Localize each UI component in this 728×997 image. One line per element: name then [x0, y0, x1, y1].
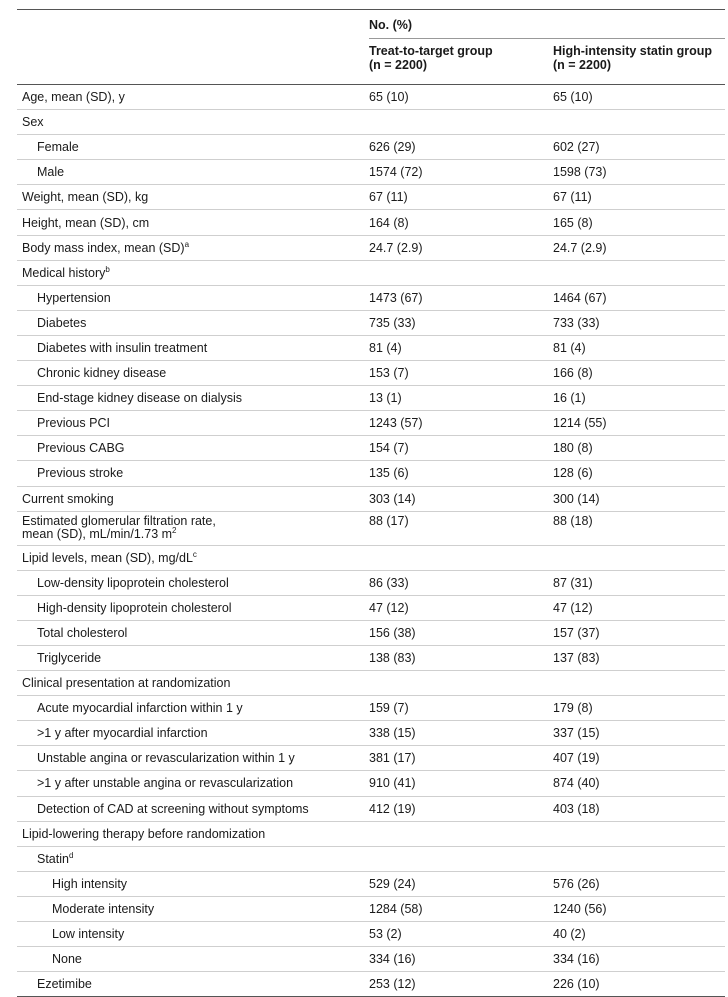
value-treat-to-target: 303 (14) — [369, 491, 416, 506]
value-high-intensity: 337 (15) — [553, 726, 600, 741]
row-label — [17, 877, 369, 891]
row-label-text: Weight, mean (SD), kg — [22, 190, 149, 205]
value-high-intensity: 602 (27) — [553, 140, 600, 155]
value-high-intensity: 334 (16) — [553, 952, 600, 967]
row-label — [17, 140, 369, 154]
table-row — [17, 771, 725, 796]
value-high-intensity: 179 (8) — [553, 701, 593, 716]
value-high-intensity: 1464 (67) — [553, 290, 607, 305]
row-label — [17, 827, 369, 841]
value-high-intensity: 180 (8) — [553, 441, 593, 456]
value-high-intensity: 1240 (56) — [553, 901, 607, 916]
column-header-line: (n = 2200) — [369, 58, 428, 72]
row-label — [17, 416, 369, 430]
value-high-intensity: 157 (37) — [553, 625, 600, 640]
table-body — [17, 85, 725, 997]
row-label-text: High-density lipoprotein cholesterol — [37, 600, 232, 615]
value-treat-to-target: 910 (41) — [369, 776, 416, 791]
row-label-text: Lipid-lowering therapy before randomization — [22, 826, 266, 841]
value-treat-to-target: 47 (12) — [369, 600, 409, 615]
table-row — [17, 646, 725, 671]
column-header-line: (n = 2200) — [553, 58, 612, 72]
row-label — [17, 751, 369, 765]
row-label-text: Chronic kidney disease — [37, 366, 167, 381]
row-label — [17, 626, 369, 640]
table-row — [17, 596, 725, 621]
value-high-intensity: 733 (33) — [553, 315, 600, 330]
footnote-marker: d — [68, 850, 74, 860]
value-treat-to-target: 81 (4) — [369, 340, 402, 355]
row-label — [17, 601, 369, 615]
table-row — [17, 311, 725, 336]
row-label-text: mean (SD), mL/min/1.73 m — [22, 526, 173, 541]
row-label-text: None — [52, 952, 82, 967]
row-label — [17, 515, 369, 541]
table-row — [17, 411, 725, 436]
row-label — [17, 291, 369, 305]
value-treat-to-target: 67 (11) — [369, 190, 408, 205]
unit-superscript: 2 — [172, 525, 177, 535]
table-row — [17, 621, 725, 646]
table-row — [17, 721, 725, 746]
table-row — [17, 822, 725, 847]
row-label — [17, 576, 369, 590]
value-high-intensity: 165 (8) — [553, 215, 593, 230]
row-label-text: Previous CABG — [37, 441, 125, 456]
value-high-intensity: 88 (18) — [553, 513, 593, 528]
value-treat-to-target: 156 (38) — [369, 625, 416, 640]
row-label-text: Previous stroke — [37, 466, 124, 481]
row-label-text: Low intensity — [52, 927, 125, 942]
value-treat-to-target: 1284 (58) — [369, 901, 423, 916]
footnote-marker: c — [192, 549, 197, 559]
row-label — [17, 266, 369, 280]
row-label-text: Height, mean (SD), cm — [22, 215, 150, 230]
table-row — [17, 546, 725, 571]
value-high-intensity: 137 (83) — [553, 651, 600, 666]
row-label — [17, 551, 369, 565]
row-label-text: >1 y after myocardial infarction — [37, 726, 208, 741]
table-row — [17, 436, 725, 461]
value-high-intensity: 403 (18) — [553, 801, 600, 816]
value-treat-to-target: 65 (10) — [369, 90, 409, 105]
row-label — [17, 902, 369, 916]
table-row — [17, 746, 725, 771]
value-treat-to-target: 153 (7) — [369, 366, 409, 381]
row-label-text: High intensity — [52, 876, 128, 891]
table-row — [17, 185, 725, 210]
table-row — [17, 210, 725, 235]
table-row — [17, 671, 725, 696]
row-label — [17, 90, 369, 104]
table-row — [17, 922, 725, 947]
value-high-intensity: 40 (2) — [553, 927, 586, 942]
column-header-line: High-intensity statin group — [553, 44, 713, 58]
footnote-marker: b — [105, 264, 110, 274]
row-label-text: Male — [37, 165, 65, 180]
row-label-text: Statin — [37, 851, 69, 866]
row-label — [17, 190, 369, 204]
row-label-text: Total cholesterol — [37, 625, 128, 640]
row-label — [17, 676, 369, 690]
table-row — [17, 160, 725, 185]
row-label — [17, 776, 369, 790]
row-label — [17, 651, 369, 665]
table-row — [17, 872, 725, 897]
row-label-text: Lipid levels, mean (SD), mg/dL — [22, 550, 193, 565]
value-treat-to-target: 135 (6) — [369, 466, 409, 481]
value-high-intensity: 81 (4) — [553, 340, 586, 355]
table-row — [17, 571, 725, 596]
value-high-intensity: 226 (10) — [553, 977, 600, 992]
column-header-treat-to-target — [369, 44, 493, 72]
table-row — [17, 847, 725, 872]
row-label-text: Ezetimibe — [37, 977, 92, 992]
row-label — [17, 802, 369, 816]
table-row — [17, 85, 725, 110]
row-label-text: Unstable angina or revascularization within 1 y — [37, 751, 295, 766]
row-label — [17, 115, 369, 129]
value-treat-to-target: 154 (7) — [369, 441, 409, 456]
row-label — [17, 366, 369, 380]
value-high-intensity: 300 (14) — [553, 491, 600, 506]
table-row — [17, 336, 725, 361]
row-label-text: Estimated glomerular filtration rate, — [22, 513, 216, 528]
row-label-text: Age, mean (SD), y — [22, 90, 125, 105]
value-treat-to-target: 1243 (57) — [369, 416, 423, 431]
value-treat-to-target: 338 (15) — [369, 726, 416, 741]
value-high-intensity: 166 (8) — [553, 366, 593, 381]
table-row — [17, 261, 725, 286]
row-label-text: Detection of CAD at screening without symptoms — [37, 801, 309, 816]
table-row — [17, 947, 725, 972]
row-label — [17, 466, 369, 480]
table-row — [17, 286, 725, 311]
value-treat-to-target: 13 (1) — [369, 391, 402, 406]
table-row — [17, 461, 725, 486]
row-label-text: Medical history — [22, 265, 106, 280]
table-row — [17, 972, 725, 997]
value-high-intensity: 47 (12) — [553, 600, 593, 615]
row-label — [17, 216, 369, 230]
row-label — [17, 391, 369, 405]
value-treat-to-target: 626 (29) — [369, 140, 416, 155]
row-label — [17, 441, 369, 455]
row-label-text: Hypertension — [37, 290, 111, 305]
value-treat-to-target: 164 (8) — [369, 215, 409, 230]
value-treat-to-target: 334 (16) — [369, 952, 416, 967]
footnote-marker: a — [184, 239, 190, 249]
value-high-intensity: 1598 (73) — [553, 165, 607, 180]
row-label — [17, 165, 369, 179]
table-row — [17, 361, 725, 386]
row-label — [17, 927, 369, 941]
value-treat-to-target: 159 (7) — [369, 701, 409, 716]
header-divider — [369, 38, 725, 39]
row-label-text: Diabetes with insulin treatment — [37, 340, 208, 355]
value-high-intensity: 65 (10) — [553, 90, 593, 105]
table-row — [17, 110, 725, 135]
value-high-intensity: 407 (19) — [553, 751, 600, 766]
table-row — [17, 386, 725, 411]
row-label-text: Previous PCI — [37, 416, 110, 431]
value-treat-to-target: 381 (17) — [369, 751, 416, 766]
column-header-high-intensity — [553, 44, 712, 72]
row-label — [17, 701, 369, 715]
value-treat-to-target: 735 (33) — [369, 315, 416, 330]
row-label — [17, 952, 369, 966]
value-treat-to-target: 86 (33) — [369, 575, 409, 590]
row-label-text: >1 y after unstable angina or revascularization — [37, 776, 294, 791]
row-label-text: Current smoking — [22, 491, 114, 506]
row-label — [17, 316, 369, 330]
table-row — [17, 797, 725, 822]
row-label — [17, 852, 369, 866]
row-label-text: Triglyceride — [37, 651, 102, 666]
value-treat-to-target: 53 (2) — [369, 927, 402, 942]
row-label-text: Moderate intensity — [52, 901, 155, 916]
value-high-intensity: 87 (31) — [553, 575, 593, 590]
value-high-intensity: 67 (11) — [553, 190, 592, 205]
row-label-text: Low-density lipoprotein cholesterol — [37, 575, 229, 590]
row-label — [17, 492, 369, 506]
row-label — [17, 241, 369, 255]
table-row — [17, 696, 725, 721]
value-treat-to-target: 24.7 (2.9) — [369, 240, 423, 255]
table-row — [17, 135, 725, 160]
row-label — [17, 977, 369, 991]
value-high-intensity: 16 (1) — [553, 391, 586, 406]
value-treat-to-target: 1473 (67) — [369, 290, 423, 305]
column-header-line: Treat-to-target group — [369, 44, 493, 58]
table-header — [17, 10, 725, 85]
value-high-intensity: 1214 (55) — [553, 416, 607, 431]
row-label-text: Acute myocardial infarction within 1 y — [37, 701, 243, 716]
row-label-text: Body mass index, mean (SD) — [22, 240, 185, 255]
group-header: No. (%) — [369, 18, 413, 32]
value-treat-to-target: 253 (12) — [369, 977, 416, 992]
value-treat-to-target: 529 (24) — [369, 876, 416, 891]
value-treat-to-target: 88 (17) — [369, 513, 409, 528]
value-treat-to-target: 138 (83) — [369, 651, 416, 666]
table-row — [17, 512, 725, 546]
row-label-text: Clinical presentation at randomization — [22, 676, 231, 691]
table-row — [17, 487, 725, 512]
value-high-intensity: 576 (26) — [553, 876, 600, 891]
row-label-text: Diabetes — [37, 315, 87, 330]
row-label-text: Sex — [22, 115, 44, 130]
value-treat-to-target: 1574 (72) — [369, 165, 423, 180]
row-label-text: End-stage kidney disease on dialysis — [37, 391, 242, 406]
row-label — [17, 341, 369, 355]
row-label — [17, 726, 369, 740]
row-label-text: Female — [37, 140, 79, 155]
value-high-intensity: 874 (40) — [553, 776, 600, 791]
table-row — [17, 236, 725, 261]
baseline-characteristics-table — [17, 9, 725, 997]
table-row — [17, 897, 725, 922]
value-treat-to-target: 412 (19) — [369, 801, 416, 816]
value-high-intensity: 128 (6) — [553, 466, 593, 481]
value-high-intensity: 24.7 (2.9) — [553, 240, 607, 255]
